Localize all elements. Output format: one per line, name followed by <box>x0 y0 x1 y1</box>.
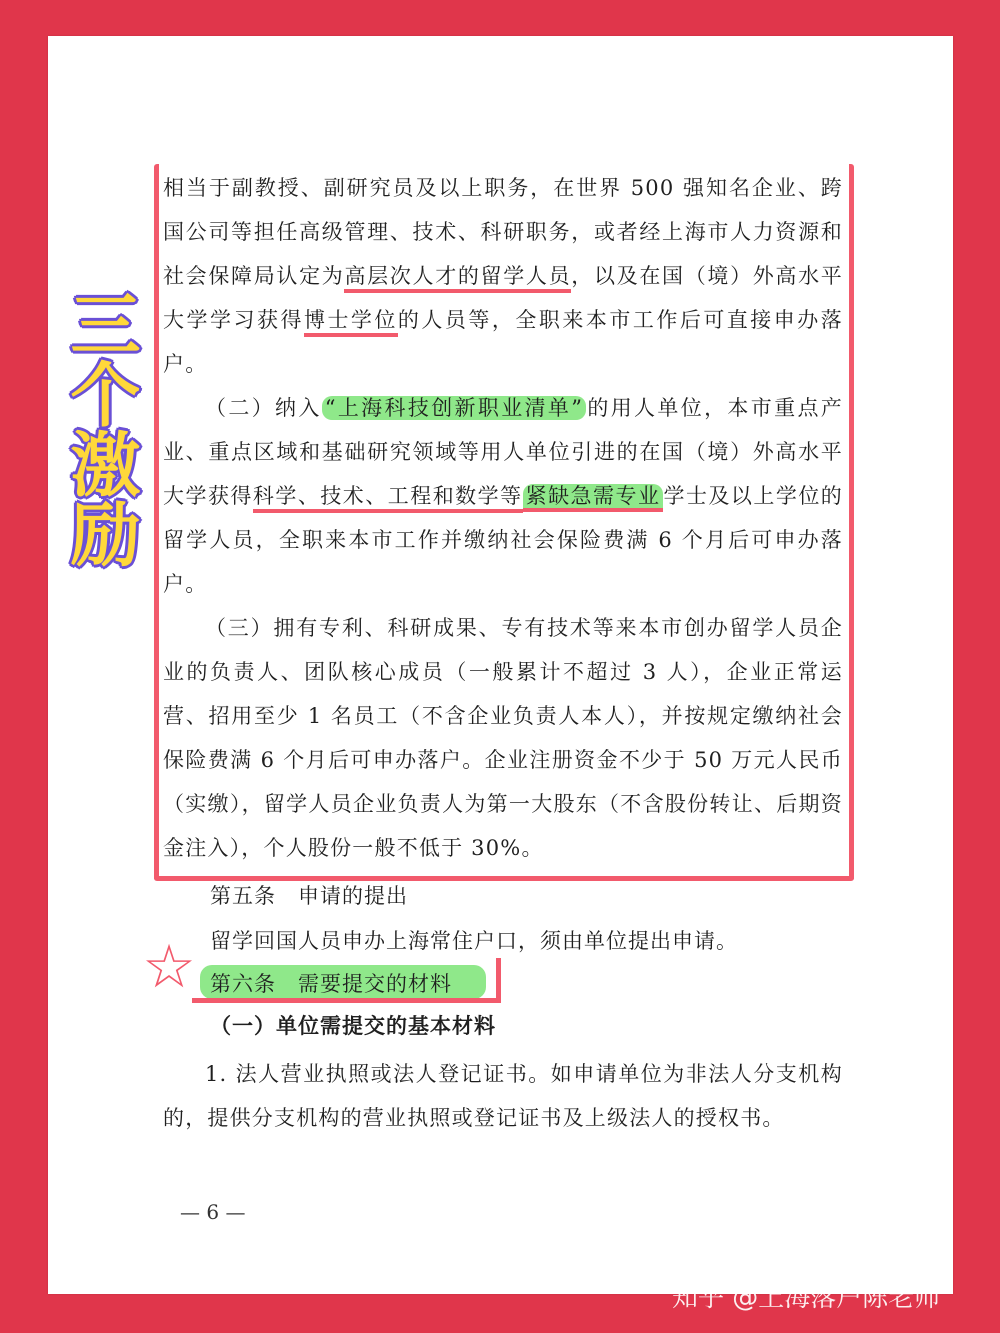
article-5-title: 第五条 申请的提出 <box>210 884 408 908</box>
para1-text-a: 相当于副教授、副研究员及以上职务，在世界 500 强知名企业、跨国公司等担任高级管理、技术、科研职务，或者经上海市人力资源和社会保障局认定为 <box>163 176 843 288</box>
para2-underline-stem: 科学、技术、工程和数学等 <box>253 484 523 513</box>
paragraph-2 <box>163 386 843 606</box>
para1-underline-phd: 博士学位 <box>304 308 398 337</box>
watermark: 知乎 @上海落户陈老师 <box>672 1283 941 1313</box>
side-title: 三个激励 <box>59 288 141 568</box>
para2-highlight-major: 紧缺急需专业 <box>523 484 664 512</box>
paragraph-3: （三）拥有专利、科研成果、专有技术等来本市创办留学人员企业的负责人、团队核心成员（一般累计不超过 3 人），企业正常运营、招用至少 1 名员工（不含企业负责人本人），并按规定缴纳社会保险费满 6 个月后可申办落户。企业注册资金不少于 50 万元人民币（实缴），留学人员企业负责人为第一大股东（不含股份转让、后期资金注入），个人股份一般不低于 30%。 <box>163 616 843 860</box>
article-6-subtitle: （一）单位需提交的基本材料 <box>210 1013 496 1038</box>
para2-text-f: 学士及以上学位的留学人员，全职来本市工作并缴纳社会保险费满 6 个月后可申办落户。 <box>163 484 843 596</box>
article-6-item-1-text: 1. 法人营业执照或法人登记证书。如申请单位为非法人分支机构的，提供分支机构的营业执照或登记证书及上级法人的授权书。 <box>163 1062 843 1130</box>
article-6-title: 第六条 需要提交的材料 <box>210 972 452 996</box>
para2-text-c: 的用人单位，本市重点产业、重点区域和基础研究领域等用人单位引进的在国（境）外高水平大学获得 <box>163 396 843 508</box>
para1-underline-talent: 高层次人才的留学人员 <box>344 264 571 293</box>
paragraph-1 <box>163 166 843 870</box>
article-5-body: 留学回国人员申办上海常住户口，须由单位提出申请。 <box>210 929 738 953</box>
para1-text-c: ，以及在国（境）外高水平大学学习获得 <box>163 264 844 332</box>
para2-text-a: （二）纳入 <box>205 396 322 420</box>
para1-text-e: 的人员等，全职来本市工作后可直接申办落户。 <box>163 308 843 376</box>
para2-highlight-list: “上海科技创新职业清单” <box>322 396 586 420</box>
page-number: — 6 — <box>180 1200 246 1224</box>
star-doodle-icon: ☆ <box>142 932 196 1002</box>
article-6-item-1 <box>163 1052 843 1140</box>
